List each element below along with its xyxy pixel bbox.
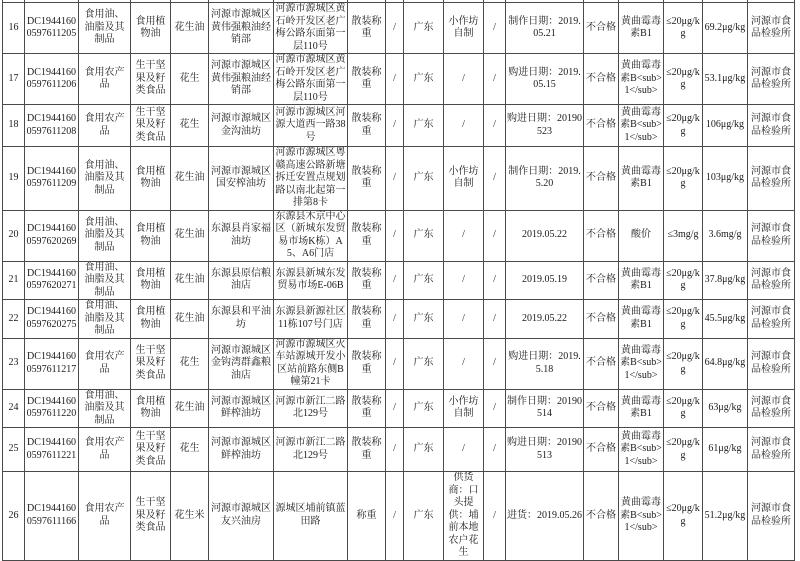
cell-standard-limit: ≤3mg/g <box>664 210 703 261</box>
cell-measured-value: 53.1μg/kg <box>703 54 748 105</box>
cell-agency: 河源市食品检验所 <box>748 261 795 300</box>
cell-producer: 河源市源城区鲜榨油坊 <box>209 389 274 428</box>
cell-sample-id: DC19441600597611205 <box>25 3 79 54</box>
cell-blank2: / <box>484 428 506 472</box>
cell-blank2: / <box>484 54 506 105</box>
cell-product-name: 花生米 <box>171 472 209 561</box>
cell-province: 广东 <box>404 472 444 561</box>
cell-result: 不合格 <box>584 3 619 54</box>
cell-blank2: / <box>484 472 506 561</box>
cell-remark: / <box>444 261 484 300</box>
cell-agency: 河源市食品检验所 <box>748 210 795 261</box>
cell-sample-id: DC19441600597620271 <box>25 261 79 300</box>
cell-remark: / <box>444 210 484 261</box>
table-body <box>3 0 795 560</box>
cell-blank1: / <box>386 210 404 261</box>
cell-province: 广东 <box>404 147 444 211</box>
cell-result: 不合格 <box>584 210 619 261</box>
cell-subcategory: 生干坚果及籽类食品 <box>131 105 171 147</box>
table-row-24 <box>3 389 795 428</box>
cell-standard-limit: ≤20μg/kg <box>664 428 703 472</box>
cell-blank2: / <box>484 147 506 211</box>
cell-measured-value: 106μg/kg <box>703 105 748 147</box>
cell-no: 26 <box>3 472 25 561</box>
cell-measured-value: 3.6mg/g <box>703 210 748 261</box>
cell-no: 23 <box>3 338 25 389</box>
cell-blank2: / <box>484 3 506 54</box>
cell-agency: 河源市食品检验所 <box>748 54 795 105</box>
cell-product-name: 花生油 <box>171 389 209 428</box>
cell-no: 25 <box>3 428 25 472</box>
cell-producer: 河源市源城区黄伟强粮油经销部 <box>209 54 274 105</box>
cell-measured-value: 69.2μg/kg <box>703 3 748 54</box>
cell-subcategory: 生干坚果及籽类食品 <box>131 54 171 105</box>
cell-producer: 河源市源城区金沟油坊 <box>209 105 274 147</box>
cell-producer: 东源县肖家福油坊 <box>209 210 274 261</box>
cell-blank1: / <box>386 105 404 147</box>
cell-subcategory: 生干坚果及籽类食品 <box>131 472 171 561</box>
cell-sample-id: DC19441600597611209 <box>25 147 79 211</box>
cell-standard-limit: ≤20μg/kg <box>664 472 703 561</box>
cell-blank2: / <box>484 105 506 147</box>
table-row-17 <box>3 54 795 105</box>
cell-blank2: / <box>484 300 506 339</box>
cell-category: 食用油、油脂及其制品 <box>79 261 131 300</box>
cell-address: 东源县木京中心区（新城东发贸易市场K栋）A5、A6门店 <box>275 210 346 259</box>
cell-address: 河源市新江二路北129号 <box>274 428 348 472</box>
cell-standard-limit: ≤20μg/kg <box>664 300 703 339</box>
cell-producer: 东源县和平油坊 <box>209 300 274 339</box>
cell-category: 食用油、油脂及其制品 <box>79 210 131 261</box>
cell-province: 广东 <box>404 300 444 339</box>
inspection-results-table <box>2 0 795 561</box>
cell-blank1: / <box>386 428 404 472</box>
cell-result: 不合格 <box>584 472 619 561</box>
cell-blank1: / <box>386 472 404 561</box>
cell-measured-value: 63μg/kg <box>703 389 748 428</box>
cell-sample-id: DC19441600597611208 <box>25 105 79 147</box>
cell-producer: 河源市源城区国安榨油坊 <box>209 147 274 211</box>
cell-agency: 河源市食品检验所 <box>748 472 795 561</box>
cell-no: 16 <box>3 3 25 54</box>
cell-packaging: 散装称重 <box>348 3 386 54</box>
cell-producer: 河源市源城区黄伟强粮油经销部 <box>209 3 274 54</box>
table-row-19 <box>3 147 795 211</box>
table-row-23 <box>3 338 795 389</box>
table-row-20 <box>3 210 795 261</box>
cell-subcategory: 食用植物油 <box>131 389 171 428</box>
cell-address: 河源市源城区火车站源城开发小区站前路东侧B幢第21卡 <box>275 338 346 387</box>
table-row-26 <box>3 472 795 561</box>
cell-result: 不合格 <box>584 428 619 472</box>
cell-category: 食用油、油脂及其制品 <box>79 300 131 339</box>
cell-packaging: 散装称重 <box>348 54 386 105</box>
cell-product-name: 花生油 <box>171 261 209 300</box>
cell-packaging: 散装称重 <box>348 210 386 261</box>
cell-producer: 河源市源城区鲜榨油坊 <box>209 428 274 472</box>
cell-date-info: 制作日期：2019.05.21 <box>506 3 584 54</box>
cell-sample-id: DC19441600597611220 <box>25 389 79 428</box>
cell-standard-limit: ≤20μg/kg <box>664 389 703 428</box>
cell-blank1: / <box>386 338 404 389</box>
cell-result: 不合格 <box>584 300 619 339</box>
cell-sample-id: DC19441600597611206 <box>25 54 79 105</box>
cell-date-info: 制作日期：2019.5.20 <box>506 147 584 211</box>
cell-address: 源城区埔前镇蓝田路 <box>274 472 348 561</box>
cell-date-info: 2019.05.22 <box>506 210 584 261</box>
cell-standard-limit: ≤20μg/kg <box>664 3 703 54</box>
cell-subcategory: 食用植物油 <box>131 210 171 261</box>
cell-subcategory: 食用植物油 <box>131 3 171 54</box>
cell-product-name: 花生油 <box>171 3 209 54</box>
cell-standard-limit: ≤20μg/kg <box>664 147 703 211</box>
cell-blank2: / <box>484 338 506 389</box>
cell-remark: 小作坊自制 <box>444 3 484 54</box>
cell-remark: / <box>444 428 484 472</box>
cell-province: 广东 <box>404 338 444 389</box>
cell-province: 广东 <box>404 105 444 147</box>
cell-blank1: / <box>386 389 404 428</box>
cell-blank1: / <box>386 147 404 211</box>
table-row-16 <box>3 3 795 54</box>
cell-packaging: 散装称重 <box>348 338 386 389</box>
cell-blank1: / <box>386 261 404 300</box>
cell-failed-item: 黄曲霉毒素B1 <box>619 300 664 339</box>
cell-agency: 河源市食品检验所 <box>748 428 795 472</box>
cell-address: 东源县新源社区11栋107号门店 <box>274 300 348 339</box>
table-row-25 <box>3 428 795 472</box>
cell-measured-value: 37.8μg/kg <box>703 261 748 300</box>
cell-product-name: 花生油 <box>171 147 209 211</box>
cell-failed-item: 黄曲霉毒素B1 <box>619 389 664 428</box>
cell-result: 不合格 <box>584 338 619 389</box>
cell-failed-item: 黄曲霉毒素B<sub>1</sub> <box>619 105 664 147</box>
cell-sample-id: DC19441600597611217 <box>25 338 79 389</box>
cell-failed-item: 黄曲霉毒素B1 <box>619 261 664 300</box>
cell-result: 不合格 <box>584 389 619 428</box>
cell-measured-value: 103μg/kg <box>703 147 748 211</box>
cell-measured-value: 61μg/kg <box>703 428 748 472</box>
cell-packaging: 散装称重 <box>348 389 386 428</box>
cell-category: 食用农产品 <box>79 338 131 389</box>
cell-packaging: 散装称重 <box>348 428 386 472</box>
cell-producer: 河源市源城区金钩湾群鑫粮油店 <box>209 338 274 389</box>
cell-agency: 河源市食品检验所 <box>748 147 795 211</box>
cell-failed-item: 黄曲霉毒素B1 <box>619 3 664 54</box>
cell-no: 21 <box>3 261 25 300</box>
cell-failed-item: 黄曲霉毒素B<sub>1</sub> <box>619 472 664 561</box>
cell-province: 广东 <box>404 54 444 105</box>
cell-blank1: / <box>386 300 404 339</box>
cell-date-info: 购进日期：20190523 <box>506 105 584 147</box>
cell-no: 20 <box>3 210 25 261</box>
cell-subcategory: 生干坚果及籽类食品 <box>131 338 171 389</box>
table-row-18 <box>3 105 795 147</box>
cell-agency: 河源市食品检验所 <box>748 389 795 428</box>
cell-agency: 河源市食品检验所 <box>748 3 795 54</box>
cell-packaging: 散装称重 <box>348 105 386 147</box>
cell-packaging: 散装称重 <box>348 300 386 339</box>
cell-result: 不合格 <box>584 261 619 300</box>
cell-result: 不合格 <box>584 54 619 105</box>
cell-province: 广东 <box>404 210 444 261</box>
cell-agency: 河源市食品检验所 <box>748 338 795 389</box>
cell-province: 广东 <box>404 3 444 54</box>
cell-category: 食用农产品 <box>79 54 131 105</box>
cell-address: 河源市新江二路北129号 <box>274 389 348 428</box>
cell-failed-item: 黄曲霉毒素B<sub>1</sub> <box>619 428 664 472</box>
cell-failed-item: 黄曲霉毒素B<sub>1</sub> <box>619 54 664 105</box>
cell-subcategory: 食用植物油 <box>131 147 171 211</box>
cell-product-name: 花生 <box>171 338 209 389</box>
cell-address: 河源市源城区黄石岭开发区老广梅公路东面第一层110号 <box>275 54 346 103</box>
cell-address: 河源市源城区河源大道西一路38号 <box>274 105 348 147</box>
cell-no: 17 <box>3 54 25 105</box>
cell-measured-value: 51.2μg/kg <box>703 472 748 561</box>
cell-blank2: / <box>484 210 506 261</box>
cell-standard-limit: ≤20μg/kg <box>664 54 703 105</box>
cell-packaging: 散装称重 <box>348 261 386 300</box>
cell-category: 食用油、油脂及其制品 <box>79 389 131 428</box>
cell-blank2: / <box>484 261 506 300</box>
cell-remark: / <box>444 300 484 339</box>
cell-standard-limit: ≤20μg/kg <box>664 105 703 147</box>
cell-sample-id: DC19441600597620269 <box>25 210 79 261</box>
cell-remark: 供货商：口头提供：埔前本地农户花生 <box>444 472 484 561</box>
cell-category: 食用油、油脂及其制品 <box>79 3 131 54</box>
cell-sample-id: DC19441600597620275 <box>25 300 79 339</box>
cell-date-info: 2019.05.22 <box>506 300 584 339</box>
cell-remark: / <box>444 105 484 147</box>
cell-measured-value: 45.5μg/kg <box>703 300 748 339</box>
cell-no: 22 <box>3 300 25 339</box>
cell-date-info: 进货：2019.05.26 <box>506 472 584 561</box>
cell-date-info: 制作日期：20190514 <box>506 389 584 428</box>
cell-province: 广东 <box>404 428 444 472</box>
cell-blank2: / <box>484 389 506 428</box>
cell-failed-item: 酸价 <box>619 210 664 261</box>
cell-address: 河源市源城区黄石岭开发区老广梅公路东面第一层110号 <box>275 3 346 52</box>
cell-producer: 河源市源城区友兴油房 <box>209 472 274 561</box>
cell-remark: 小作坊自制 <box>444 389 484 428</box>
cell-sample-id: DC19441600597611166 <box>25 472 79 561</box>
cell-failed-item: 黄曲霉毒素B1 <box>619 147 664 211</box>
table-row-21 <box>3 261 795 300</box>
cell-standard-limit: ≤20μg/kg <box>664 261 703 300</box>
cell-remark: / <box>444 338 484 389</box>
cell-category: 食用农产品 <box>79 472 131 561</box>
cell-address: 河源市源城区粤赣高速公路新塘拆迁安置点规划路以南北起第一排第8卡 <box>275 147 346 208</box>
table-row-22 <box>3 300 795 339</box>
cell-product-name: 花生 <box>171 54 209 105</box>
cell-packaging: 称重 <box>348 472 386 561</box>
cell-category: 食用农产品 <box>79 428 131 472</box>
cell-no: 19 <box>3 147 25 211</box>
cell-blank1: / <box>386 54 404 105</box>
cell-no: 18 <box>3 105 25 147</box>
cell-remark: / <box>444 54 484 105</box>
cell-packaging: 散装称重 <box>348 147 386 211</box>
cell-standard-limit: ≤20μg/kg <box>664 338 703 389</box>
cell-sample-id: DC19441600597611221 <box>25 428 79 472</box>
cell-product-name: 花生 <box>171 428 209 472</box>
cell-province: 广东 <box>404 389 444 428</box>
cell-measured-value: 64.8μg/kg <box>703 338 748 389</box>
cell-agency: 河源市食品检验所 <box>748 105 795 147</box>
cell-remark: 小作坊自制 <box>444 147 484 211</box>
cell-subcategory: 生干坚果及籽类食品 <box>131 428 171 472</box>
cell-date-info: 2019.05.19 <box>506 261 584 300</box>
cell-date-info: 购进日期：2019.5.18 <box>506 338 584 389</box>
cell-subcategory: 食用植物油 <box>131 261 171 300</box>
cell-product-name: 花生油 <box>171 210 209 261</box>
cell-result: 不合格 <box>584 105 619 147</box>
cell-category: 食用农产品 <box>79 105 131 147</box>
cell-no: 24 <box>3 389 25 428</box>
cell-date-info: 购进日期：20190513 <box>506 428 584 472</box>
cell-product-name: 花生油 <box>171 300 209 339</box>
cell-date-info: 购进日期：2019.05.15 <box>506 54 584 105</box>
cell-category: 食用油、油脂及其制品 <box>79 147 131 211</box>
cell-province: 广东 <box>404 261 444 300</box>
cell-blank1: / <box>386 3 404 54</box>
cell-producer: 东源县原信粮油店 <box>209 261 274 300</box>
cell-subcategory: 食用植物油 <box>131 300 171 339</box>
cell-result: 不合格 <box>584 147 619 211</box>
cell-agency: 河源市食品检验所 <box>748 300 795 339</box>
cell-product-name: 花生 <box>171 105 209 147</box>
cell-address: 东源县新城东发贸易市场E-06B <box>274 261 348 300</box>
cell-failed-item: 黄曲霉毒素B<sub>1</sub> <box>619 338 664 389</box>
